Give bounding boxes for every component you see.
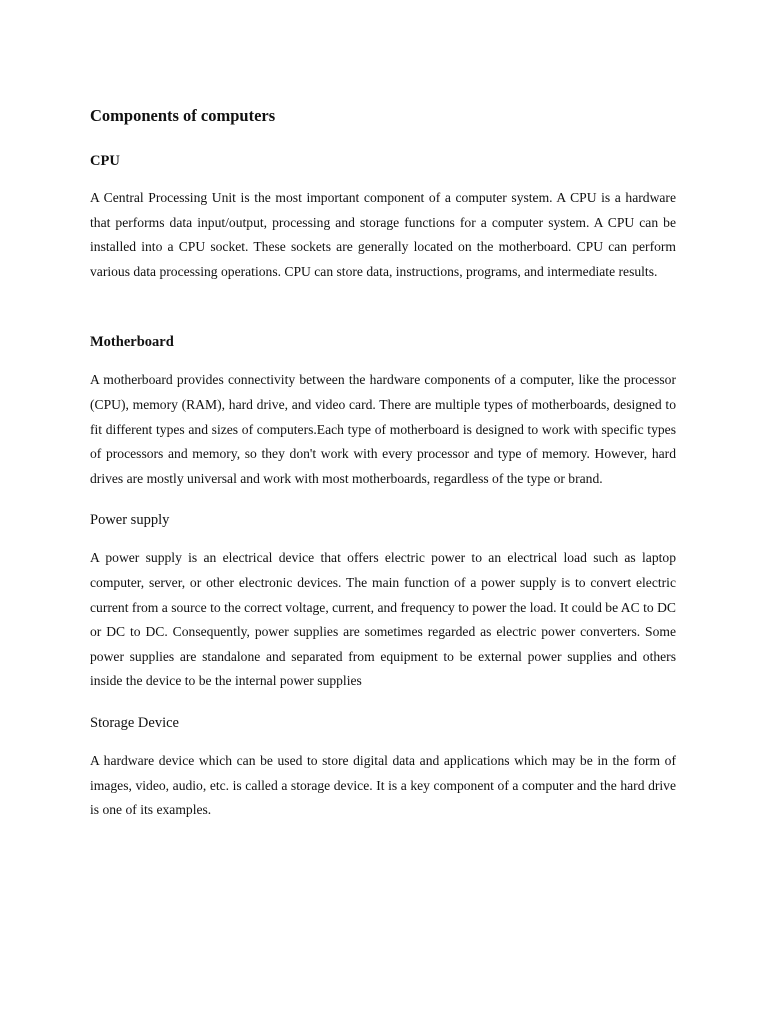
section-heading-motherboard: Motherboard bbox=[90, 334, 174, 351]
document-content bbox=[90, 104, 676, 823]
section-heading-power-supply: Power supply bbox=[90, 512, 170, 529]
section-heading-cpu: CPU bbox=[90, 153, 120, 169]
section-paragraph-storage-device: A hardware device which can be used to store digital data and applications which may be in the form of images, video, audio, etc. is called a storage device. It is a key component of a computer and the hard drive is one of its examples. bbox=[90, 752, 676, 818]
section-heading-storage-device: Storage Device bbox=[90, 714, 179, 731]
section-paragraph-cpu: A Central Processing Unit is the most important component of a computer system. A CPU is a hardware that performs data input/output, processing and storage functions for a computer system. A CPU can be installed into a CPU socket. These sockets are generally located on the motherboard. CPU can perform various data processing operations. CPU can store data, instructions, programs, and intermediate results. bbox=[90, 190, 676, 279]
section-paragraph-power-supply: A power supply is an electrical device that offers electric power to an electrical load such as laptop computer, server, or other electronic devices. The main function of a power supply is to convert electric current from a source to the correct voltage, current, and frequency to power the load. It could be AC to DC or DC to DC. Consequently, power supplies are sometimes regarded as electric power converters. Some power supplies are standalone and separated from equipment to be external power supplies and others inside the device to be the internal power supplies bbox=[90, 550, 676, 689]
document-title: Components of computers bbox=[90, 106, 276, 125]
section-paragraph-motherboard: A motherboard provides connectivity between the hardware components of a computer, like the processor (CPU), memory (RAM), hard drive, and video card. There are multiple types of motherboards, designed to fit different types and sizes of computers.Each type of motherboard is designed to work with specific types of processors and memory, so they don't work with every processor and type of memory. However, hard drives are mostly universal and work with most motherboards, regardless of the type or brand. bbox=[90, 372, 676, 486]
